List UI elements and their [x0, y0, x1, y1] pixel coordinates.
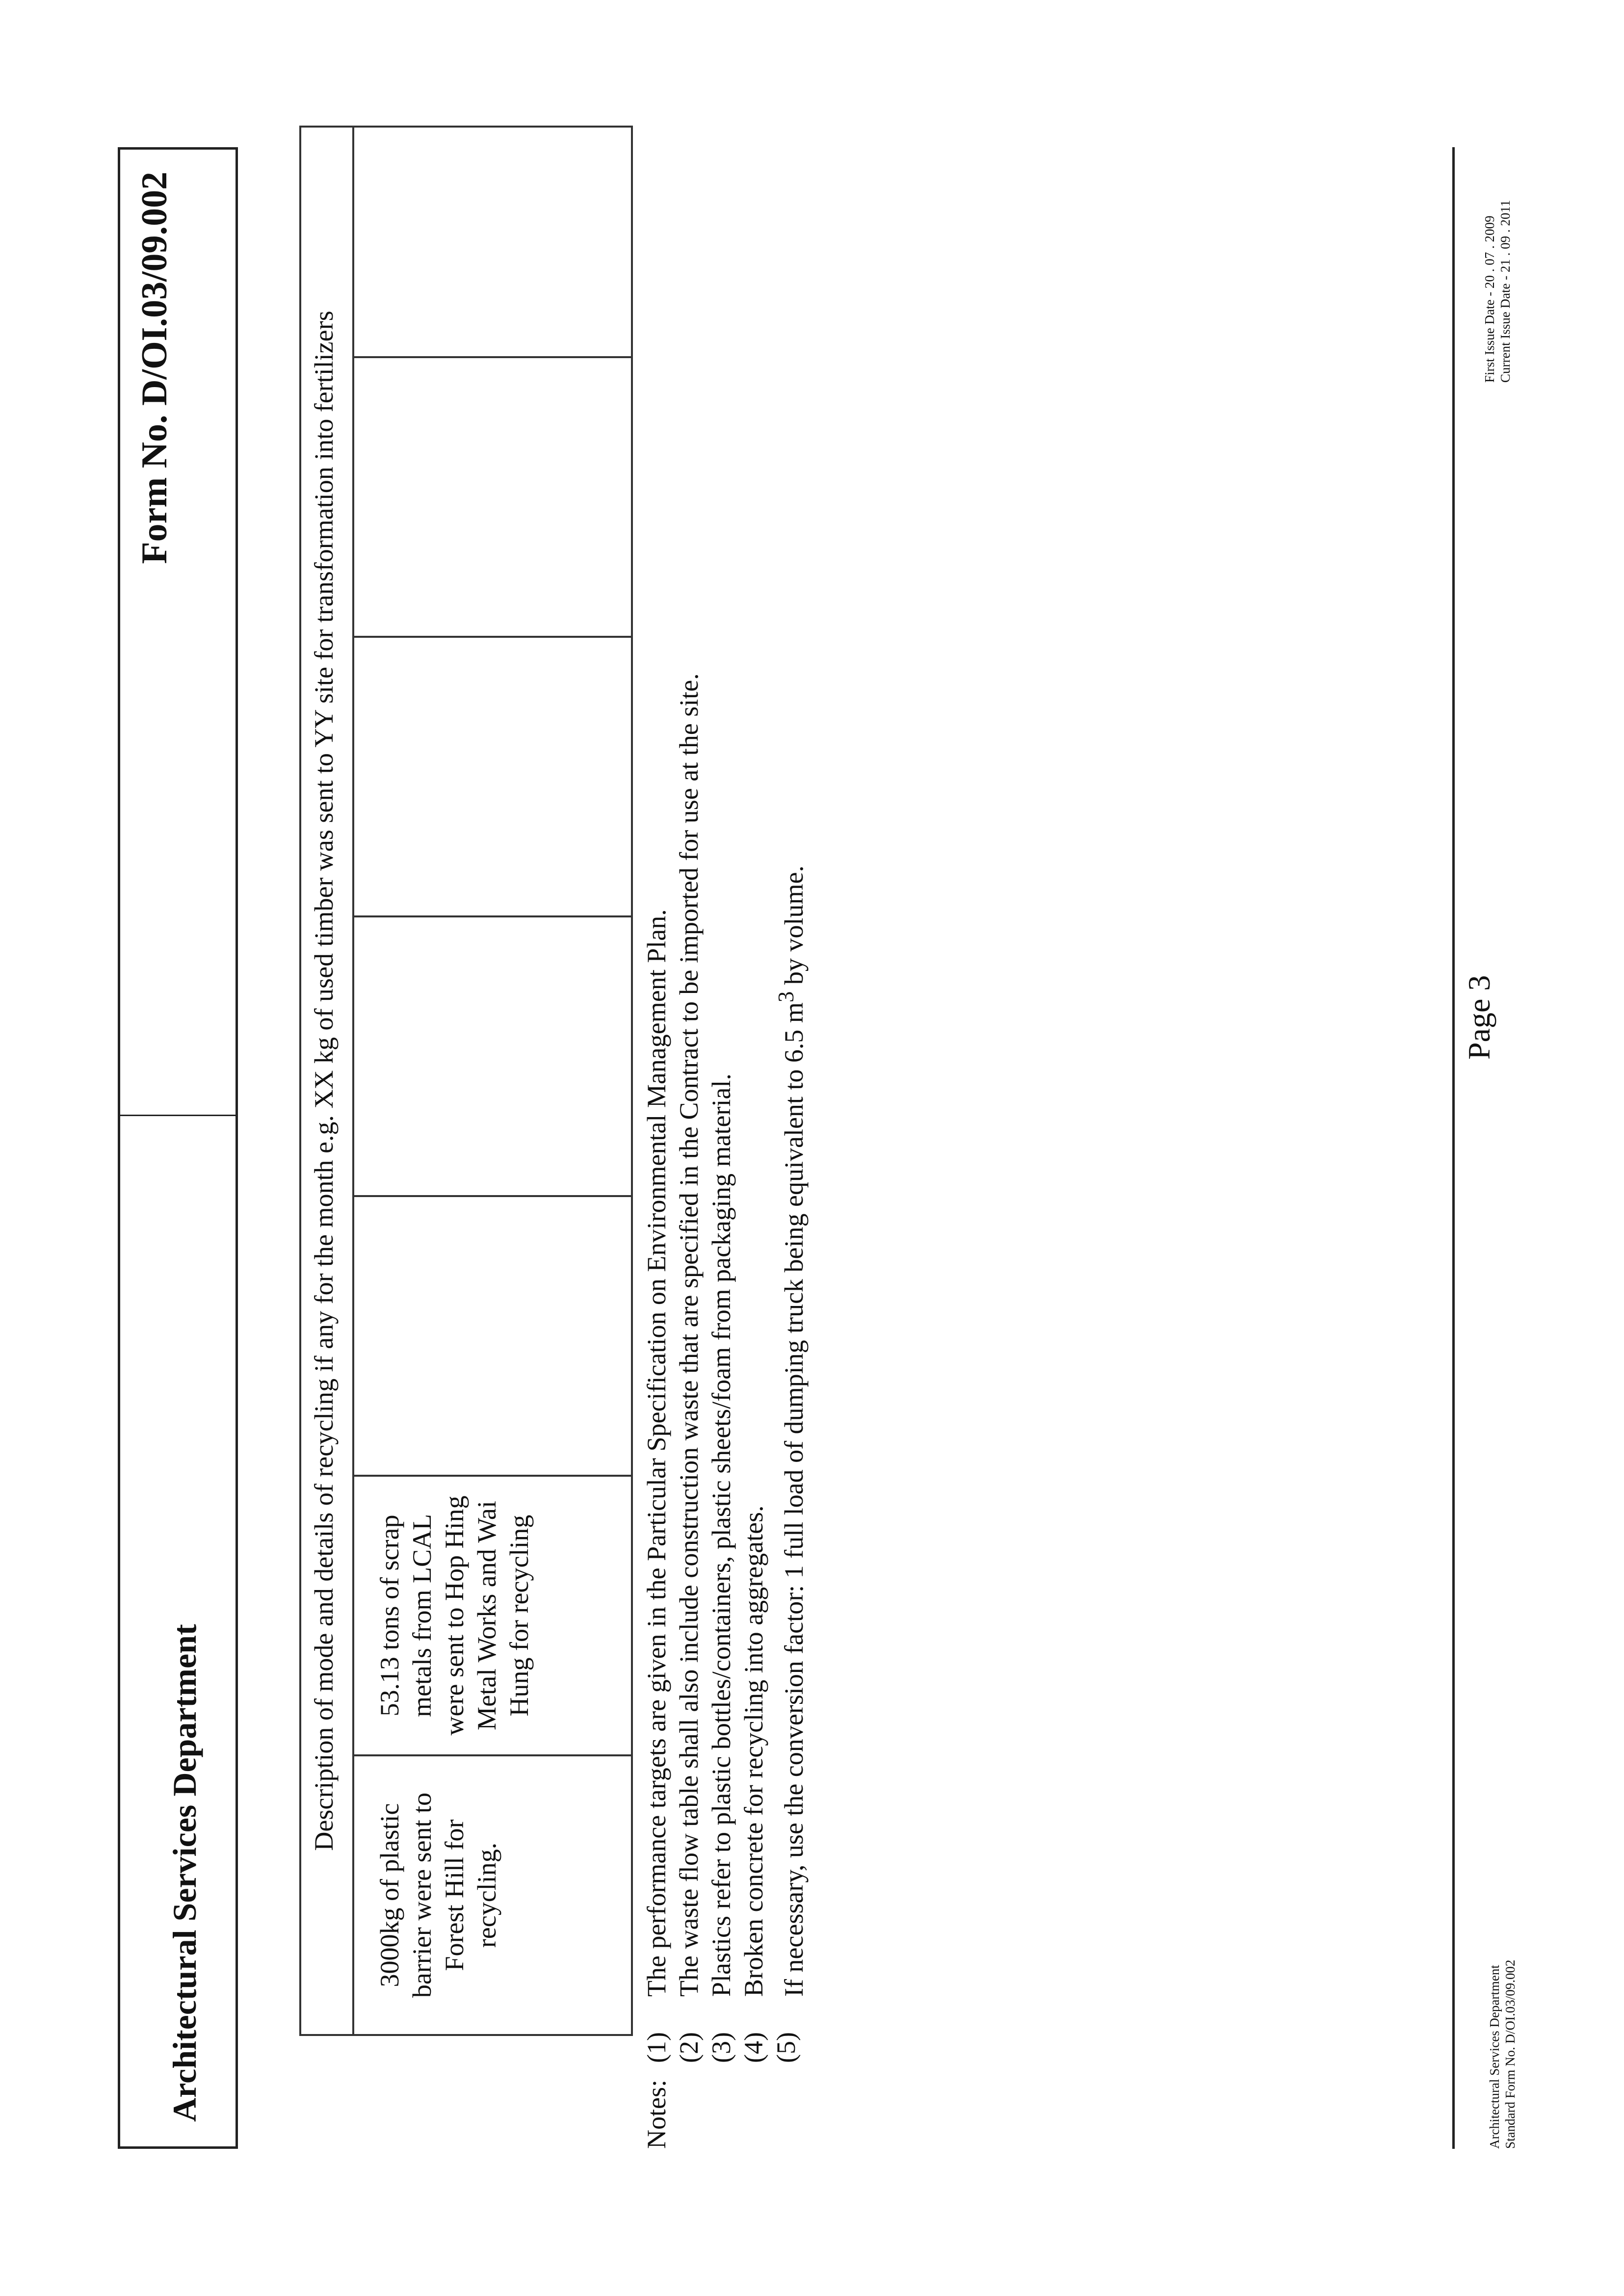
note-text — [770, 865, 810, 1997]
note-item — [770, 150, 810, 2063]
footer-rule — [1452, 147, 1455, 2149]
recycling-table — [299, 126, 633, 2036]
note-number: (4) — [739, 2032, 768, 2063]
form-number: Form No. D/OI.03/09.002 — [134, 172, 175, 564]
superscript: 3 — [774, 991, 798, 1003]
note-text: The performance targets are given in the Particular Specification on Environmental Management Plan. — [642, 909, 671, 1997]
note-number: (2) — [674, 2032, 704, 2063]
header-box — [118, 147, 238, 2149]
note-number: (3) — [707, 2032, 736, 2063]
table-cell — [353, 1196, 632, 1476]
table-row — [300, 127, 353, 2035]
table-cell — [353, 127, 632, 357]
table-cell: 53.13 tons of scrap metals from LCAL were sent to Hop Hing Metal Works and Wai Hung for recycling — [353, 1476, 632, 1755]
footer-left — [1487, 1960, 1518, 2149]
footer-right — [1482, 200, 1513, 383]
first-issue-date: First Issue Date - 20 . 07 . 2009 — [1482, 215, 1497, 383]
note-text-part: by volume. — [779, 865, 809, 991]
table-cell — [353, 637, 632, 916]
table-row — [353, 127, 632, 2035]
footer-standard-form: Standard Form No. D/OI.03/09.002 — [1503, 1959, 1518, 2149]
department-title: Architectural Services Department — [166, 1624, 203, 2122]
notes-label: Notes: — [642, 2080, 671, 2149]
note-number: (5) — [771, 2032, 801, 2063]
note-text: Plastics refer to plastic bottles/containers, plastic sheets/foam from packaging material. — [707, 1073, 736, 1997]
notes-list — [640, 150, 810, 2063]
note-item — [705, 150, 737, 2063]
table-cell — [353, 916, 632, 1196]
note-item — [640, 150, 673, 2063]
note-number: (1) — [642, 2032, 671, 2063]
note-item — [737, 150, 770, 2063]
note-text-part: If necessary, use the conversion factor: 1 full load of dumping truck being equivalent to 6.5 m — [779, 1002, 809, 1997]
footer-department: Architectural Services Department — [1487, 1965, 1502, 2149]
table-cell — [353, 357, 632, 637]
table-cell: 3000kg of plastic barrier were sent to Forest Hill for recycling. — [353, 1755, 632, 2035]
note-text: Broken concrete for recycling into aggregates. — [739, 1505, 768, 1997]
note-item — [673, 150, 705, 2063]
recycling-description-header: Description of mode and details of recycling if any for the month e.g. XX kg of used timber was sent to YY site for transformation into fertilizers — [300, 127, 353, 2035]
page-number: Page 3 — [1462, 975, 1496, 1060]
header-divider — [120, 1115, 236, 1116]
current-issue-date: Current Issue Date - 21 . 09 . 2011 — [1498, 200, 1513, 383]
note-text: The waste flow table shall also include construction waste that are specified in the Contract to be imported for use at the site. — [674, 673, 704, 1997]
